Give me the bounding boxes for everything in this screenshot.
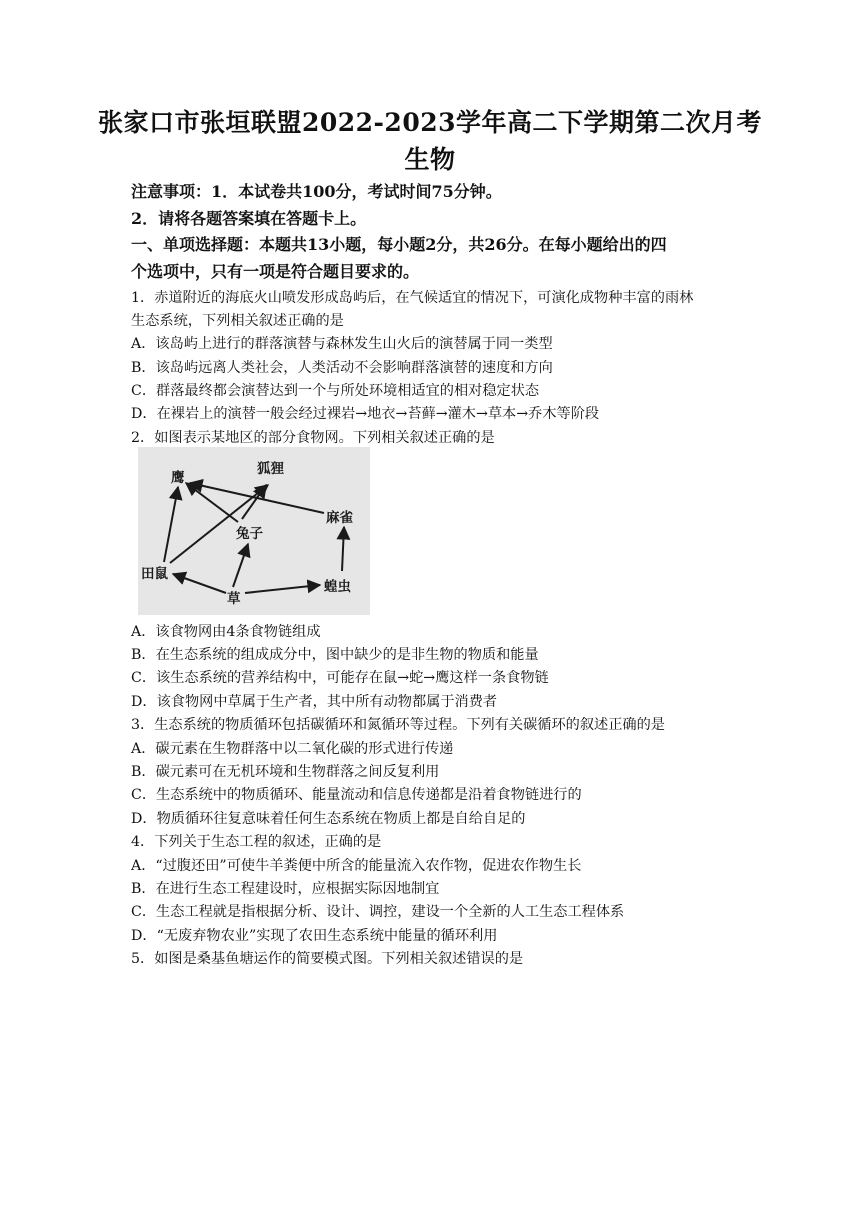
q3-option-a: A．碳元素在生物群落中以二氧化碳的形式进行传递 xyxy=(131,741,454,757)
q5-stem: 5．如图是桑基鱼塘运作的简要模式图。下列相关叙述错误的是 xyxy=(131,951,524,967)
q4-option-c: C．生态工程就是指根据分析、设计、调控，建设一个全新的人工生态工程体系 xyxy=(131,904,625,920)
q4-option-d: D．“无废弃物农业”实现了农田生态系统中能量的循环利用 xyxy=(131,928,498,944)
q1-stem-line-2: 生态系统，下列相关叙述正确的是 xyxy=(131,313,344,329)
q1-option-b: B．该岛屿远离人类社会，人类活动不会影响群落演替的速度和方向 xyxy=(131,360,553,376)
exam-subject: 生物 xyxy=(404,145,456,174)
node-rabbit: 兔子 xyxy=(236,526,263,542)
q3-option-c: C．生态系统中的物质循环、能量流动和信息传递都是沿着食物链进行的 xyxy=(131,787,582,803)
q4-option-b: B．在进行生态工程建设时，应根据实际因地制宜 xyxy=(131,881,440,897)
q3-option-d: D．物质循环往复意味着任何生态系统在物质上都是自给自足的 xyxy=(131,811,526,827)
edge-locust-sparrow xyxy=(342,527,344,571)
section-heading-line-2: 个选项中，只有一项是符合题目要求的。 xyxy=(131,262,420,281)
exam-title: 张家口市张垣联盟2022-2023学年高二下学期第二次月考 xyxy=(97,108,763,137)
q4-stem: 4．下列关于生态工程的叙述，正确的是 xyxy=(131,834,382,850)
node-mouse: 田鼠 xyxy=(141,566,168,582)
q1-option-c: C．群落最终都会演替达到一个与所处环境相适宜的相对稳定状态 xyxy=(131,383,540,399)
q2-option-b: B．在生态系统的组成成分中，图中缺少的是非生物的物质和能量 xyxy=(131,647,539,663)
node-grass: 草 xyxy=(227,591,241,607)
edge-mouse-eagle xyxy=(164,487,178,562)
q4-option-a: A．“过腹还田”可使牛羊粪便中所含的能量流入农作物，促进农作物生长 xyxy=(131,858,582,874)
edge-grass-mouse xyxy=(173,574,226,593)
q3-stem: 3．生态系统的物质循环包括碳循环和氮循环等过程。下列有关碳循环的叙述正确的是 xyxy=(131,717,665,733)
node-locust: 蝗虫 xyxy=(324,579,351,595)
edge-sparrow-eagle xyxy=(190,483,324,513)
node-sparrow: 麻雀 xyxy=(326,510,353,526)
q2-option-c: C．该生态系统的营养结构中，可能存在鼠→蛇→鹰这样一条食物链 xyxy=(131,670,549,686)
q2-option-a: A．该食物网由4条食物链组成 xyxy=(131,624,321,640)
notice-line-2: 2．请将各题答案填在答题卡上。 xyxy=(131,209,367,228)
food-web-diagram xyxy=(138,447,370,615)
notice-line-1: 注意事项：1．本试卷共100分，考试时间75分钟。 xyxy=(131,182,502,201)
q2-stem: 2．如图表示某地区的部分食物网。下列相关叙述正确的是 xyxy=(131,430,495,446)
node-fox: 狐狸 xyxy=(257,461,284,477)
q3-option-b: B．碳元素可在无机环境和生物群落之间反复利用 xyxy=(131,764,440,780)
section-heading-line-1: 一、单项选择题：本题共13小题，每小题2分，共26分。在每小题给出的四 xyxy=(131,235,667,254)
q2-option-d: D．该食物网中草属于生产者，其中所有动物都属于消费者 xyxy=(131,694,498,710)
node-eagle: 鹰 xyxy=(171,470,185,486)
edge-grass-rabbit xyxy=(233,544,248,587)
q1-option-d: D．在裸岩上的演替一般会经过裸岩→地衣→苔藓→灌木→草本→乔木等阶段 xyxy=(131,406,600,422)
edge-grass-locust xyxy=(245,585,320,593)
q1-option-a: A．该岛屿上进行的群落演替与森林发生山火后的演替属于同一类型 xyxy=(131,336,553,352)
q1-stem-line-1: 1．赤道附近的海底火山喷发形成岛屿后，在气候适宜的情况下，可演化成物种丰富的雨林 xyxy=(131,290,694,306)
